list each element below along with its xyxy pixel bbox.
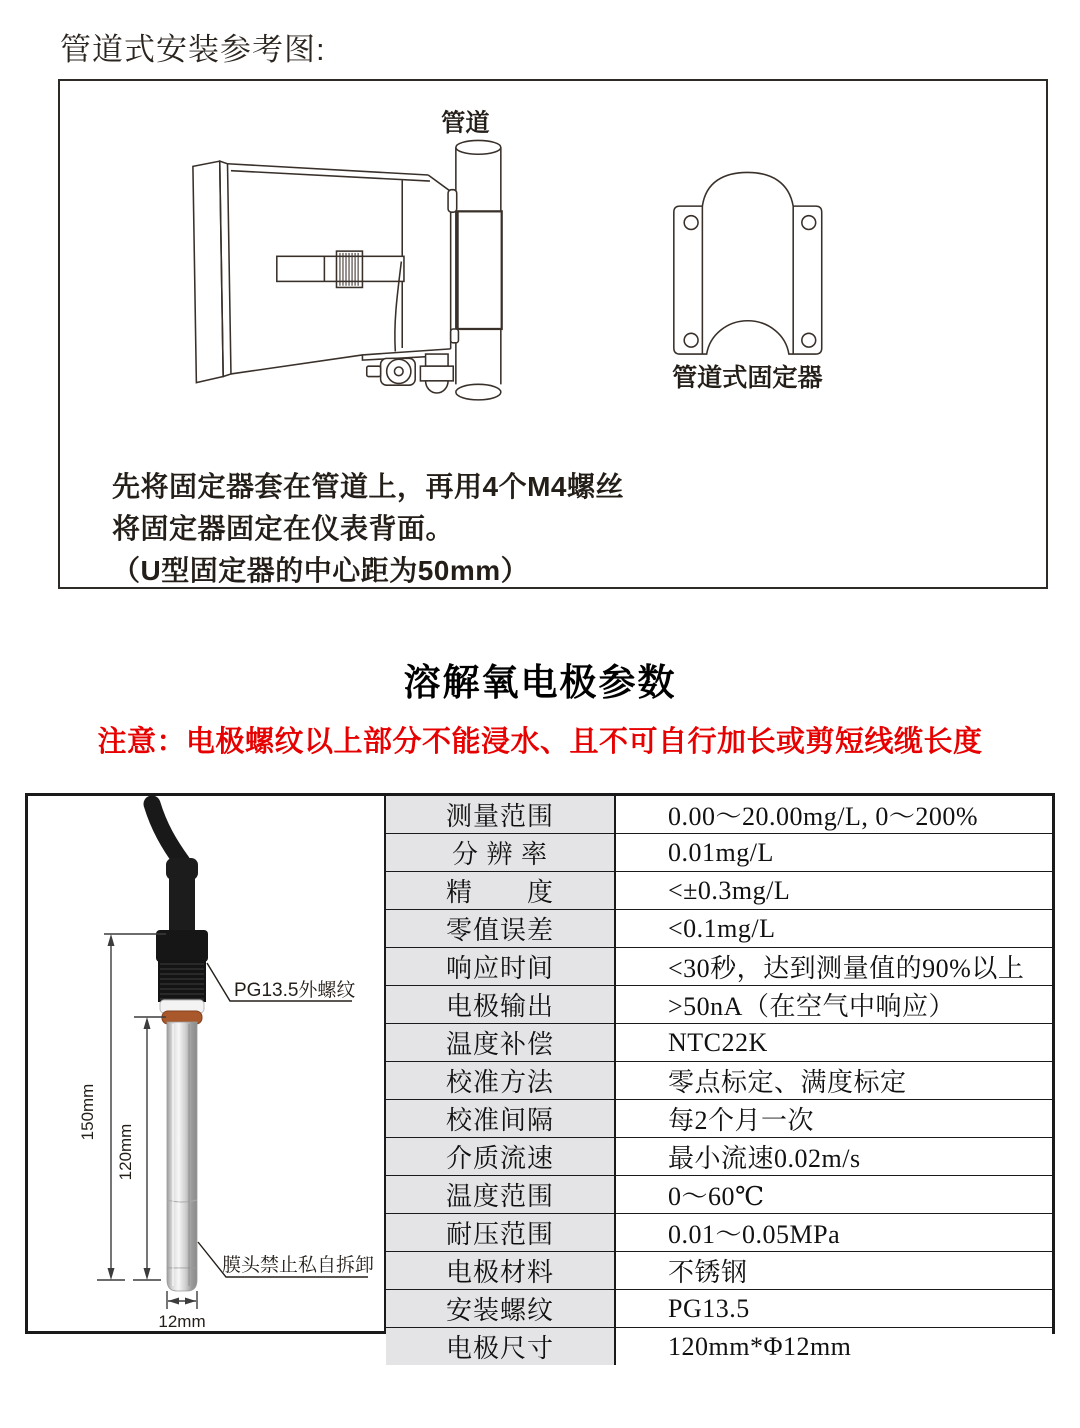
- spec-label: 温度补偿: [386, 1024, 616, 1062]
- dim-150mm-label: 150mm: [78, 1083, 97, 1141]
- spec-label: 校准方法: [386, 1062, 616, 1100]
- spec-value: <0.1mg/L: [616, 910, 1052, 948]
- page-title: 管道式安装参考图:: [60, 32, 326, 67]
- spec-value: 0.01mg/L: [616, 834, 1052, 872]
- spec-value: <30秒，达到测量值的90%以上: [616, 948, 1052, 986]
- spec-label: 电极尺寸: [386, 1328, 616, 1365]
- instruction-line-1: 先将固定器套在管道上，再用4个M4螺丝: [112, 471, 624, 502]
- u-bracket-drawing: [674, 172, 822, 354]
- spec-label: 校准间隔: [386, 1100, 616, 1138]
- spec-value: 零点标定、满度标定: [616, 1062, 1052, 1100]
- spec-value: >50nA（在空气中响应）: [616, 986, 1052, 1024]
- spec-label: 零值误差: [386, 910, 616, 948]
- electrode-photo: [152, 804, 208, 1291]
- spec-value: PG13.5: [616, 1290, 1052, 1328]
- spec-label: 电极材料: [386, 1252, 616, 1290]
- spec-label: 电极输出: [386, 986, 616, 1024]
- spec-value: NTC22K: [616, 1024, 1052, 1062]
- u-bracket-label: 管道式固定器: [672, 364, 823, 393]
- spec-value: 每2个月一次: [616, 1100, 1052, 1138]
- spec-label: 测量范围: [386, 796, 616, 834]
- warning-text: 注意：电极螺纹以上部分不能浸水、且不可自行加长或剪短线缆长度: [97, 726, 983, 758]
- instruction-line-3: （U型固定器的中心距为50mm）: [112, 555, 530, 586]
- spec-label: 温度范围: [386, 1176, 616, 1214]
- pipe-label: 管道: [441, 109, 490, 137]
- spec-label: 介质流速: [386, 1138, 616, 1176]
- spec-value: <±0.3mg/L: [616, 872, 1052, 910]
- dim-12mm-label: 12mm: [158, 1312, 206, 1328]
- spec-label: 精 度: [386, 872, 616, 910]
- spec-label: 耐压范围: [386, 1214, 616, 1252]
- spec-label: 响应时间: [386, 948, 616, 986]
- spec-value: 不锈钢: [616, 1252, 1052, 1290]
- spec-label: 分 辨 率: [386, 834, 616, 872]
- spec-value: 0～60℃: [616, 1176, 1052, 1214]
- electrode-diagram: [25, 793, 384, 1328]
- installation-instructions: [112, 466, 624, 592]
- meter-side-view-drawing: [193, 161, 453, 393]
- instruction-line-2: 将固定器固定在仪表背面。: [112, 513, 455, 544]
- leader-lines: [198, 963, 368, 1277]
- membrane-callout-label: 膜头禁止私自拆卸: [222, 1255, 375, 1276]
- spec-value: 0.01～0.05MPa: [616, 1214, 1052, 1252]
- spec-label: 安装螺纹: [386, 1290, 616, 1328]
- dim-120mm-label: 120mm: [116, 1123, 135, 1181]
- spec-value: 120mm*Φ12mm: [616, 1328, 1052, 1365]
- electrode-section-title: 溶解氧电极参数: [403, 662, 677, 703]
- spec-table: [384, 796, 1052, 1363]
- spec-value: 最小流速0.02m/s: [616, 1138, 1052, 1176]
- thread-callout-label: PG13.5外螺纹: [234, 980, 356, 1001]
- spec-value: 0.00～20.00mg/L, 0～200%: [616, 796, 1052, 834]
